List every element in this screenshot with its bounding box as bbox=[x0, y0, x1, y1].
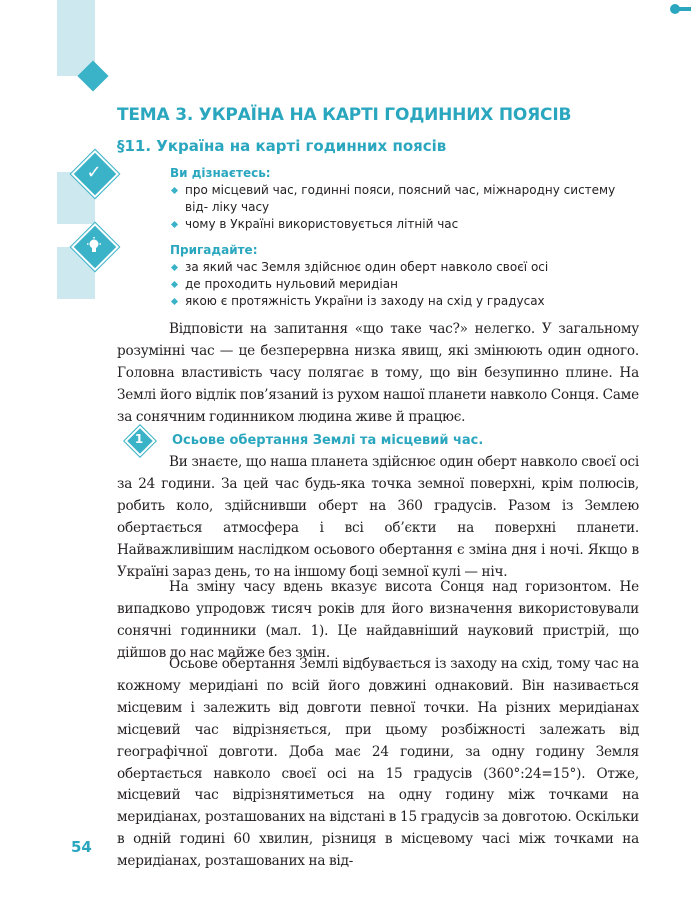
list-item: за який час Земля здійснює один оберт навколо своєї осі bbox=[170, 259, 640, 276]
list-item: про місцевий час, годинні пояси, поясний час, міжнародну систему від- ліку часу bbox=[170, 182, 640, 216]
remember-box-list bbox=[170, 259, 640, 310]
list-item: чому в Україні використовується літній час bbox=[170, 216, 640, 233]
section-title: §11. Україна на карті годинних поясів bbox=[117, 137, 447, 155]
page-number: 54 bbox=[71, 838, 92, 856]
intro-paragraph: Відповісти на запитання «що таке час?» нелегко. У загальному розумінні час — це безперервна низка явищ, які змінюють один одного. Головна властивість часу полягає в тому, що він безупинно плине. На Землі його відлік пов’язаний із рухом нашої планети навколо Сонця. Саме за сонячним годинником людина живе й працює. bbox=[117, 321, 639, 425]
list-item: де проходить нульовий меридіан bbox=[170, 276, 640, 293]
body-paragraph: Ви знаєте, що наша планета здійснює один оберт навколо своєї осі за 24 години. За цей час будь-яка точка земної поверхні, крім полюсів, робить коло, здійснивши оберт на 360 градусів. Разом із Землею обертається атмосфера і всі об’єкти на поверхні планети. Найважливішим наслідком осьового обертання є зміна дня і ночі. Якщо в Україні зараз день, то на іншому боці земної кулі — ніч. bbox=[117, 454, 639, 580]
lightbulb-icon bbox=[77, 229, 111, 263]
learn-box-list bbox=[170, 182, 640, 233]
subsection-number: 1 bbox=[134, 432, 144, 446]
list-item: якою є протяжність України із заходу на схід у градусах bbox=[170, 293, 640, 310]
corner-logo-icon bbox=[668, 3, 692, 15]
learn-box-label: Ви дізнаєтесь: bbox=[170, 166, 271, 180]
body-paragraph: На зміну часу вдень вказує висота Сонця над горизонтом. Не випадково упродовж тисяч років для його визначення використовували сонячні годинники (мал. 1). Це найдавніший науковий пристрій, що дійшов до нас майже без змін. bbox=[117, 579, 639, 661]
checkmark-icon: ✓ bbox=[86, 162, 102, 183]
theme-title: ТЕМА 3. УКРАЇНА НА КАРТІ ГОДИННИХ ПОЯСІВ bbox=[117, 105, 572, 125]
remember-box-label: Пригадайте: bbox=[170, 243, 258, 257]
subsection-title: Осьове обертання Землі та місцевий час. bbox=[172, 433, 484, 448]
body-paragraph: Осьове обертання Землі відбувається із заходу на схід, тому час на кожному меридіані по всій його довжині однаковий. Він називається місцевим і залежить від довготи певної точки. На різних меридіанах місцевий час відрізняється, при цьому розбіжності залежать від географічної довготи. Доба має 24 години, за одну годину Земля обертається навколо своєї осі на 15 градусів (360°:24=15°). Отже, місцевий час відрізнятиметься на одну годину між точками на меридіанах, розташованих на відстані в 15 градусів за довготою. Оскільки в одній годині 60 хвилин, різниця в місцевому часі між точками на меридіанах, розташованих на від- bbox=[117, 656, 639, 870]
